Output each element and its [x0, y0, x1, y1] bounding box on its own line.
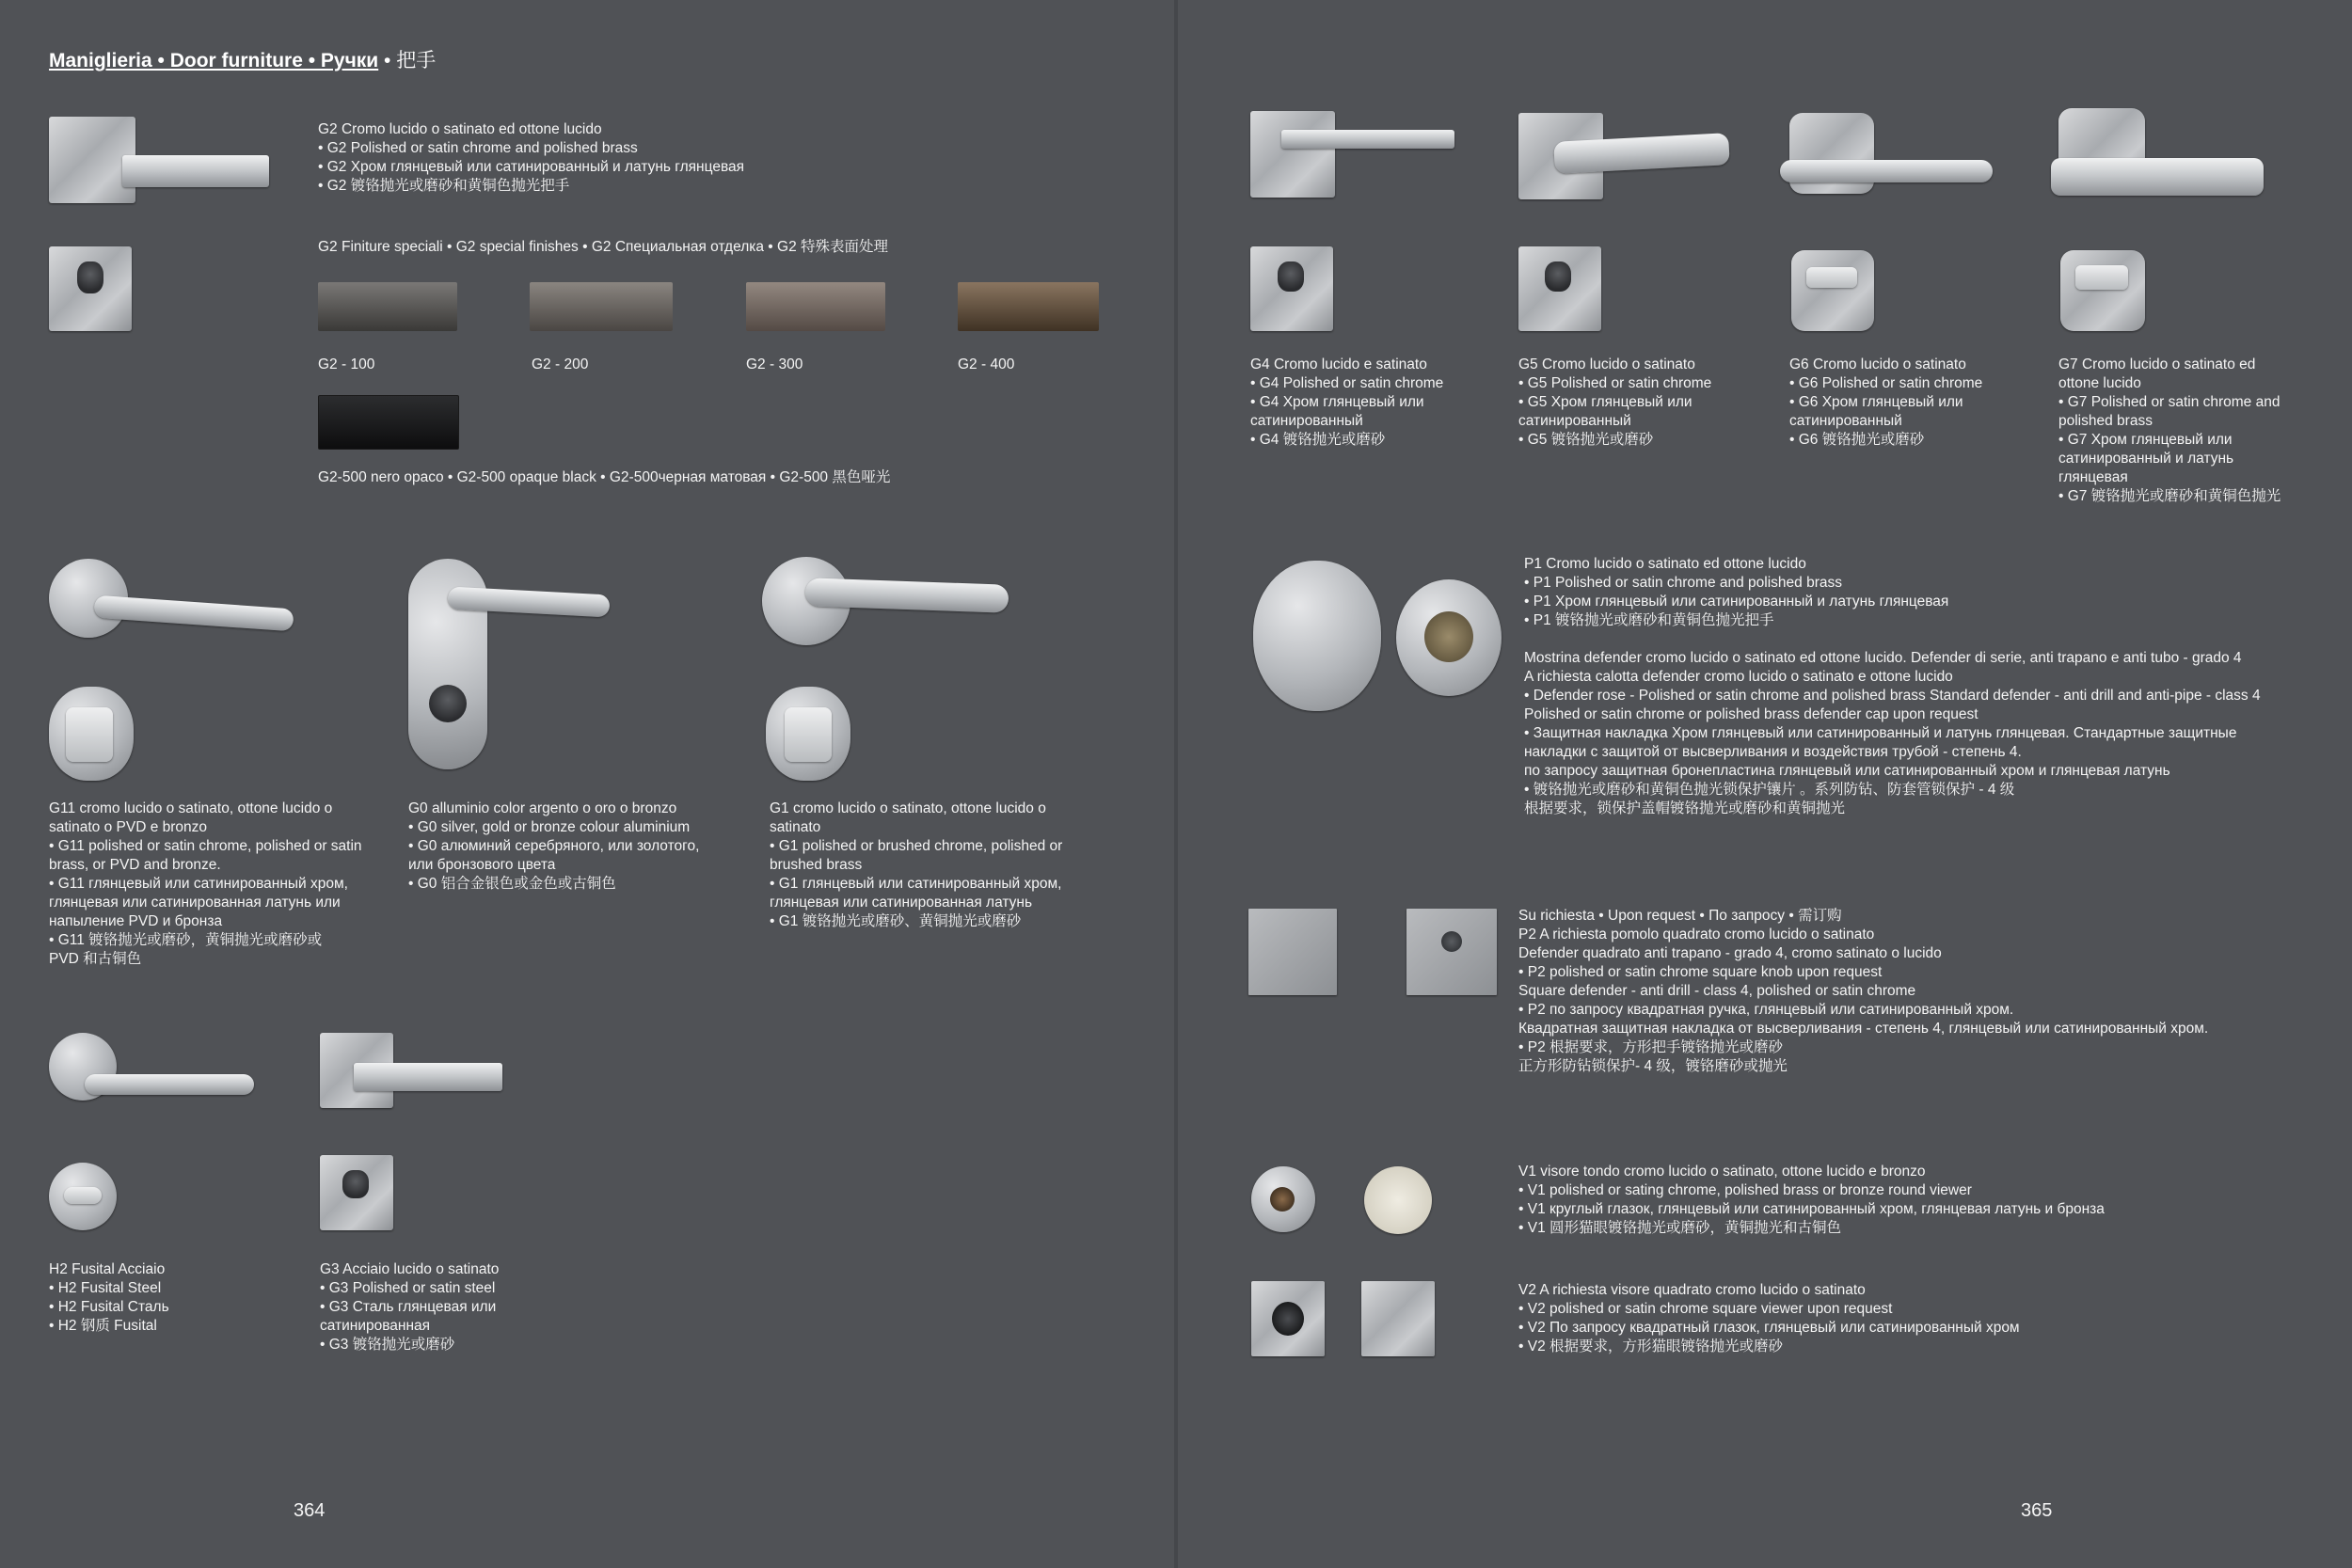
- g0-description: G0 alluminio color argento o oro o bronzo • G0 silver, gold or bronze colour aluminium • G0 алюминий серебряного, или золотого, или бронзового цвета • G0 铝合金银色或金色或古铜色: [408, 800, 700, 892]
- g2-lever-image: [122, 155, 269, 187]
- g3-description: G3 Acciaio lucido o satinato • G3 Polished or satin steel • G3 Сталь глянцевая или сатинированная • G3 镀铬抛光或磨砂: [320, 1261, 500, 1353]
- h2-lever-image: [85, 1074, 254, 1095]
- right-page: [1178, 0, 2352, 1568]
- v2-lens: [1272, 1302, 1304, 1336]
- g2-400-label: G2 - 400: [958, 356, 1015, 372]
- g2-description: G2 Cromo lucido o satinato ed ottone lucido • G2 Polished or satin chrome and polished brass • G2 Хром глянцевый или сатинированный и латунь глянцевая • G2 镀铬抛光或磨砂和黄铜色抛光把手: [318, 121, 745, 194]
- g7-lever-image: [2051, 158, 2264, 196]
- page-title: [49, 45, 436, 73]
- g2-400-finish-image: [958, 282, 1099, 331]
- g2-200-label: G2 - 200: [532, 356, 589, 372]
- p2-knob-image: [1248, 909, 1337, 995]
- p1-defender-cylinder: [1424, 611, 1473, 662]
- g2-500-black-image: [318, 395, 459, 450]
- g3-lever-image: [354, 1063, 502, 1091]
- g6-description: G6 Cromo lucido o satinato • G6 Polished or satin chrome • G6 Хром глянцевый или сатинированный • G6 镀铬抛光或磨砂: [1789, 356, 1983, 448]
- g2-500-caption: G2-500 nero opaco • G2-500 opaque black • G2-500черная матовая • G2-500 黑色哑光: [318, 469, 891, 485]
- g4-rose-image: [1250, 111, 1335, 198]
- g2-300-label: G2 - 300: [746, 356, 803, 372]
- g7-turn-knob: [2075, 265, 2128, 290]
- g7-description: G7 Cromo lucido o satinato ed ottone lucido • G7 Polished or satin chrome and polished brass • G7 Хром глянцевый или сатинированный и латунь глянцевая • G7 镀铬抛光或磨砂和黄铜色抛光: [2058, 356, 2281, 504]
- g2-turn-knob: [77, 261, 103, 293]
- h2-turn-knob: [64, 1187, 102, 1204]
- g2-300-finish-image: [746, 282, 885, 331]
- title-suffix: • 把手: [378, 50, 437, 71]
- p1-knob-image: [1253, 561, 1381, 711]
- v1-lens: [1270, 1187, 1295, 1212]
- v2-description: V2 A richiesta visore quadrato cromo lucido o satinato • V2 polished or satin chrome square viewer upon request • V2 По запросу квадратный глазок, глянцевый или сатинированный хром • V2 根据要求，方形猫眼镀铬抛光或磨砂: [1518, 1282, 2020, 1354]
- g7-turn-image: [2060, 250, 2145, 331]
- v2-cap-image: [1361, 1281, 1435, 1356]
- p1-defender-text: Mostrina defender cromo lucido o satinato ed ottone lucido. Defender di serie, anti trapano e anti tubo - grado 4 A richiesta calotta defender cromo lucido o satinato e ottone lucido • Defender rose - Polished or satin chrome and polished brass Standard defender - anti drill and anti-pipe - class 4 Polished or satin chrome or polished brass defender cap upon request • Защитная накладка Хром глянцевый или сатинированный и латунь глянцевая. Стандартные защитные накладки с защитой от высверливания и воздействия трубой - степень 4. по запросу защитная бронепластина глянцевый или сатинированный хром и глянцевая латунь • 镀铬抛光或磨砂和黄铜色抛光锁保护镶片 。系列防钻、防套管锁保护 - 4 级 根据要求，锁保护盖帽镀铬抛光或磨砂和黄铜抛光: [1524, 650, 2261, 816]
- g5-description: G5 Cromo lucido o satinato • G5 Polished or satin chrome • G5 Хром глянцевый или сатинированный • G5 镀铬抛光或磨砂: [1518, 356, 1712, 448]
- h2-description: H2 Fusital Acciaio • H2 Fusital Steel • H2 Fusital Сталь • H2 钢质 Fusital: [49, 1261, 169, 1334]
- title-underlined: Maniglieria • Door furniture • Ручки: [49, 50, 379, 71]
- g6-lever-image: [1780, 160, 1993, 182]
- g5-turn-knob: [1545, 261, 1571, 292]
- g4-lever-image: [1281, 130, 1454, 149]
- p2-cylinder: [1441, 931, 1462, 952]
- left-page: [0, 0, 1174, 1568]
- g0-turn-knob: [429, 685, 467, 722]
- g3-turn-knob: [342, 1170, 369, 1198]
- g2-finishes-title: G2 Finiture speciali • G2 special finishes • G2 Специальная отделка • G2 特殊表面处理: [318, 239, 889, 255]
- page-number: 365: [2021, 1500, 2053, 1521]
- g6-turn-image: [1791, 250, 1874, 331]
- g2-200-finish-image: [530, 282, 673, 331]
- p2-defender-image: [1406, 909, 1497, 995]
- g2-100-label: G2 - 100: [318, 356, 375, 372]
- g4-description: G4 Cromo lucido e satinato • G4 Polished or satin chrome • G4 Хром глянцевый или сатинированный • G4 镀铬抛光或磨砂: [1250, 356, 1444, 448]
- g6-turn-knob: [1806, 267, 1857, 288]
- p2-description: Su richiesta • Upon request • По запросу • 需订购 P2 A richiesta pomolo quadrato cromo lucido o satinato Defender quadrato anti trapano - grado 4, cromo satinato o lucido • P2 polished or satin chrome square knob upon request Square defender - anti drill - class 4, polished or satin chrome • P2 по запросу квадратная ручка, глянцевый или сатинированный хром. Квадратная защитная накладка от высверливания - степень 4, глянцевый или сатинированный хром. • P2 根据要求，方形把手镀铬抛光或磨砂 正方形防钻锁保护- 4 级，镀铬磨砂或抛光: [1518, 908, 2209, 1074]
- g2-100-finish-image: [318, 282, 457, 331]
- g11-lever-image: [93, 595, 294, 632]
- g11-turn-knob: [66, 707, 113, 762]
- g1-turn-knob: [785, 707, 832, 762]
- g11-description: G11 cromo lucido o satinato, ottone lucido o satinato o PVD e bronzo • G11 polished or satin chrome, polished or satin brass, or PVD and bronze. • G11 глянцевый или сатинированный хром, глянцевая или сатинированная латунь или напыление PVD и бронза • G11 镀铬抛光或磨砂，黄铜抛光或磨砂或 PVD 和古铜色: [49, 800, 362, 967]
- v1-cap-image: [1364, 1166, 1432, 1234]
- page-number: 364: [294, 1500, 326, 1521]
- g4-turn-knob: [1278, 261, 1304, 292]
- g1-description: G1 cromo lucido o satinato, ottone lucido o satinato • G1 polished or brushed chrome, polished or brushed brass • G1 глянцевый или сатинированный хром, глянцевая или сатинированная латунь • G1 镀铬抛光或磨砂、黄铜抛光或磨砂: [770, 800, 1063, 929]
- v1-description: V1 visore tondo cromo lucido o satinato, ottone lucido e bronzo • V1 polished or sating chrome, polished brass or bronze round viewer • V1 круглый глазок, глянцевый или сатинированный хром, глянцевая латунь и бронза • V1 圆形猫眼镀铬抛光或磨砂，黄铜抛光和古铜色: [1518, 1164, 2105, 1236]
- p1-description: P1 Cromo lucido o satinato ed ottone lucido • P1 Polished or satin chrome and polished brass • P1 Хром глянцевый или сатинированный и латунь глянцевая • P1 镀铬抛光或磨砂和黄铜色抛光把手: [1524, 556, 1949, 628]
